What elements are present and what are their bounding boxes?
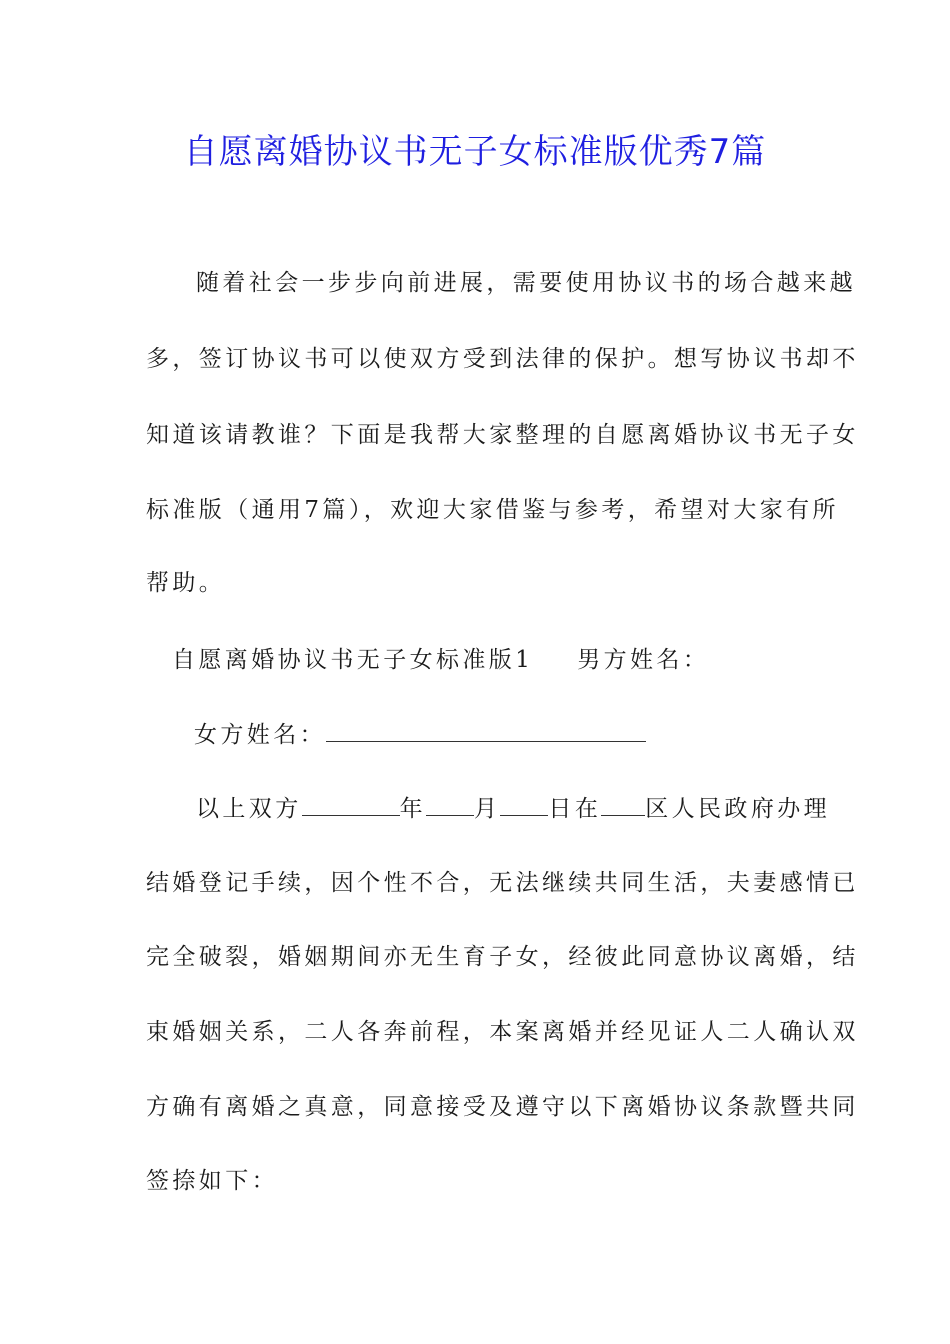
marriage-date-row	[196, 793, 876, 824]
district-blank[interactable]	[601, 793, 645, 816]
female-name-blank[interactable]	[326, 719, 646, 742]
day-blank[interactable]	[500, 793, 548, 816]
body-line-5: 签捺如下：	[146, 1168, 278, 1194]
year-label: 年	[399, 796, 427, 822]
female-name-row	[194, 719, 874, 750]
month-blank[interactable]	[426, 793, 474, 816]
intro-line-3: 知道该请教谁？下面是我帮大家整理的自愿离婚协议书无子女	[146, 422, 859, 448]
female-name-label: 女方姓名：	[194, 722, 326, 748]
section1-heading-row	[172, 645, 852, 675]
date-prefix: 以上双方	[196, 796, 302, 822]
month-label: 月	[474, 796, 501, 822]
intro-line-5: 帮助。	[146, 570, 226, 596]
document-title: 自愿离婚协议书无子女标准版优秀7篇	[183, 132, 767, 172]
intro-line-2: 多，签订协议书可以使双方受到法律的保护。想写协议书却不	[146, 346, 859, 372]
intro-line-4: 标准版（通用7篇），欢迎大家借鉴与参考，希望对大家有所	[146, 497, 839, 523]
body-line-2: 完全破裂，婚姻期间亦无生育子女，经彼此同意协议离婚，结	[146, 944, 859, 970]
body-line-4: 方确有离婚之真意，同意接受及遵守以下离婚协议条款暨共同	[146, 1094, 859, 1120]
section1-heading: 自愿离婚协议书无子女标准版1	[172, 647, 534, 673]
intro-line-1: 随着社会一步步向前进展，需要使用协议书的场合越来越	[196, 270, 856, 296]
body-line-3: 束婚姻关系，二人各奔前程，本案离婚并经见证人二人确认双	[146, 1019, 859, 1045]
year-blank[interactable]	[302, 793, 400, 816]
day-label: 日在	[548, 796, 602, 822]
body-line-1: 结婚登记手续，因个性不合，无法继续共同生活，夫妻感情已	[146, 870, 859, 896]
date-suffix: 区人民政府办理	[645, 796, 831, 822]
male-name-label: 男方姓名：	[577, 647, 710, 673]
